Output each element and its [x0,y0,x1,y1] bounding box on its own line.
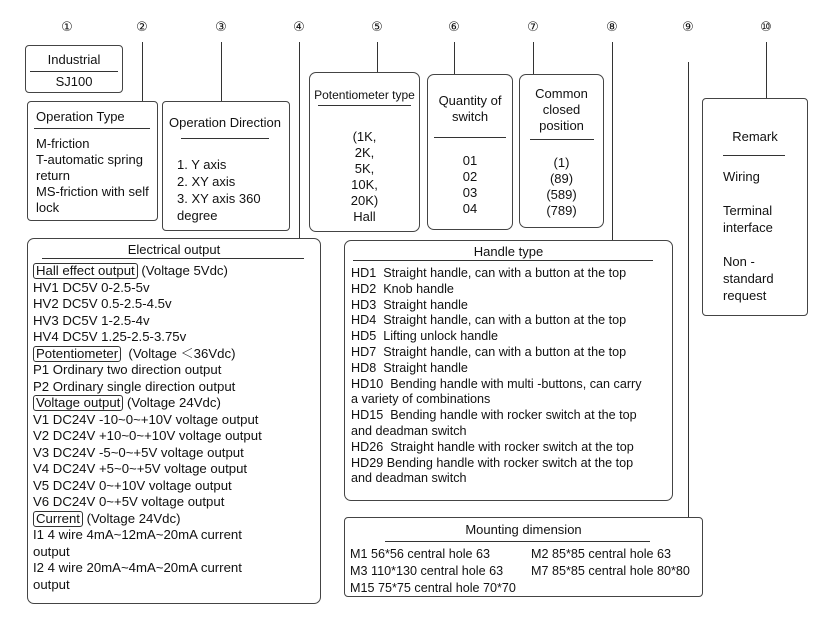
leader-line-8 [612,42,613,240]
leader-line-4 [299,42,300,238]
remark-box [702,98,808,316]
mounting-item: M15 75*75 central hole 70*70 [350,581,516,595]
circled-number-7: ⑦ [527,20,539,35]
handle-type-line: HD4 Straight handle, can with a button at the top [351,313,627,328]
handle-type-line: HD5 Lifting unlock handle [351,329,499,344]
handle-type-line: a variety of combinations [351,392,491,407]
electrical-output-line [33,461,262,478]
handle-type-title: Handle type [473,244,544,259]
electrical-output-line [33,544,262,561]
divider [34,128,150,129]
electrical-output-text: HV4 DC5V 1.25-2.5-3.75v [33,329,187,344]
quantity-of-switch-box [427,74,513,230]
divider [353,260,653,261]
operation-direction-box [162,101,290,231]
electrical-output-text: output [33,543,70,559]
electrical-output-line [33,527,262,544]
operation-type-line: return [36,168,70,183]
divider [385,541,650,542]
circled-number-5: ⑤ [371,20,383,35]
operation-type-line: MS-friction with self [36,184,149,199]
divider [723,155,785,156]
handle-type-line: HD15 Bending handle with rocker switch at the top [351,408,637,423]
operation-type-title: Operation Type [36,109,125,124]
handle-type-line: HD7 Straight handle, can with a button at the top [351,344,627,359]
circled-number-10: ⑩ [760,20,772,35]
operation-direction-line: 2. XY axis [177,174,236,189]
electrical-output-text: P1 Ordinary two direction output [33,362,222,377]
operation-direction-line: degree [177,208,218,223]
electrical-output-line [33,395,262,412]
electrical-output-text: V1 DC24V -10~0~+10V voltage output [33,411,259,427]
output-category-label: Hall effect output [33,263,138,279]
circled-number-8: ⑧ [606,20,618,35]
divider [181,138,269,139]
divider [30,71,118,72]
leader-line-5 [377,42,378,72]
mounting-dimension-box [344,517,703,597]
remark-line: Non - [723,254,755,269]
quantity-value: 04 [462,201,478,216]
mounting-dimension-title: Mounting dimension [465,522,582,537]
leader-line-10 [766,42,767,98]
potentiometer-value: 20K) [350,193,379,208]
quantity-title-line: switch [451,109,489,124]
industrial-box [25,45,123,93]
remark-line: standard [723,271,774,286]
electrical-output-line [33,296,262,313]
common-title-line: closed [542,102,581,117]
mounting-item: M7 85*85 central hole 80*80 [531,564,690,578]
electrical-output-line [33,329,262,346]
electrical-output-box [27,238,321,604]
mounting-item: M1 56*56 central hole 63 [350,547,491,561]
electrical-output-line [33,478,262,495]
output-category-label: Voltage output [33,395,123,411]
leader-line-2 [142,42,143,102]
divider [42,258,304,259]
circled-number-3: ③ [215,20,227,35]
electrical-output-line [33,494,262,511]
leader-line-7 [533,42,534,74]
electrical-output-line [33,577,262,594]
remark-line: interface [723,220,773,235]
operation-type-line: T-automatic spring [36,152,143,167]
circled-number-6: ⑥ [448,20,460,35]
operation-type-line: lock [36,200,60,215]
circled-number-1: ① [61,20,73,35]
electrical-output-text: P2 Ordinary single direction output [33,378,236,394]
quantity-value: 02 [462,169,478,184]
handle-type-line: and deadman switch [351,423,467,438]
circled-number-9: ⑨ [682,20,694,35]
remark-line: Wiring [723,169,760,184]
electrical-output-text: I2 4 wire 20mA~4mA~20mA current [33,560,242,575]
operation-type-line: M-friction [36,136,90,151]
common-value: (89) [549,171,574,186]
electrical-output-text: V6 DC24V 0~+5V voltage output [33,494,225,509]
potentiometer-value: Hall [353,209,376,224]
circled-number-4: ④ [293,20,305,35]
remark-line: Terminal [723,203,773,218]
electrical-output-text: (Voltage 5Vdc) [137,263,228,278]
industrial-model: SJ100 [55,74,93,89]
handle-type-line: HD2 Knob handle [351,281,454,296]
operation-direction-line: 3. XY axis 360 [177,191,261,206]
electrical-output-line [33,346,262,363]
industrial-title: Industrial [47,52,101,67]
leader-line-6 [454,42,455,74]
common-title-line: Common [535,86,588,101]
potentiometer-value: 2K, [354,145,375,160]
handle-type-box [344,240,673,501]
electrical-output-line [33,511,262,528]
electrical-output-text: HV1 DC5V 0-2.5-5v [33,279,150,295]
electrical-output-title: Electrical output [127,242,221,257]
handle-type-line: HD26 Straight handle with rocker switch at the top [351,439,634,454]
divider [318,105,411,106]
leader-line-3 [221,42,222,101]
electrical-output-text: V3 DC24V -5~0~+5V voltage output [33,444,244,460]
handle-type-line: HD10 Bending handle with multi -buttons, can carry [351,376,642,391]
electrical-output-text: (Voltage 24Vdc) [123,395,221,410]
electrical-output-text: (Voltage ＜36Vdc) [121,345,236,361]
common-value: (1) [553,155,570,170]
output-category-label: Current [33,511,83,527]
electrical-output-text: V5 DC24V 0~+10V voltage output [33,477,232,493]
handle-type-line: HD29 Bending handle with rocker switch at the top [351,455,634,470]
handle-type-line: HD3 Straight handle [351,297,468,312]
mounting-item: M2 85*85 central hole 63 [531,547,672,561]
operation-type-box [27,101,158,221]
quantity-value: 01 [462,153,478,168]
electrical-output-text: I1 4 wire 4mA~12mA~20mA current [33,527,242,542]
electrical-output-text: HV3 DC5V 1-2.5-4v [33,312,150,328]
remark-line: request [723,288,767,303]
electrical-output-line [33,428,262,445]
electrical-output-text: (Voltage 24Vdc) [82,510,181,526]
operation-direction-line: 1. Y axis [177,157,227,172]
handle-type-line: HD1 Straight handle, can with a button at the top [351,266,627,280]
potentiometer-value: (1K, [352,129,377,144]
potentiometer-value: 10K, [351,177,378,192]
handle-type-line: HD8 Straight handle [351,360,468,375]
mounting-item: M3 110*130 central hole 63 [350,564,504,578]
remark-title: Remark [732,129,778,144]
potentiometer-value: 5K, [354,161,375,176]
divider [530,139,594,140]
electrical-output-list [33,263,262,593]
electrical-output-line [33,313,262,330]
electrical-output-line [33,379,262,396]
electrical-output-line [33,263,262,280]
common-closed-position-box [519,74,604,228]
common-value: (789) [546,203,577,218]
electrical-output-text: output [33,576,70,592]
handle-type-line: and deadman switch [351,471,467,486]
circled-number-2: ② [136,20,148,35]
quantity-value: 03 [462,185,478,200]
output-category-label: Potentiometer [33,346,121,362]
electrical-output-line [33,412,262,429]
leader-line-9 [688,62,689,518]
divider [434,137,506,138]
operation-direction-title: Operation Direction [169,115,281,130]
electrical-output-line [33,560,262,577]
handle-type-list [351,266,642,487]
common-title-line: position [539,118,584,133]
electrical-output-text: V2 DC24V +10~0~+10V voltage output [33,428,262,443]
electrical-output-line [33,445,262,462]
electrical-output-text: V4 DC24V +5~0~+5V voltage output [33,461,248,476]
potentiometer-type-title: Potentiometer type [314,88,415,102]
electrical-output-text: HV2 DC5V 0.5-2.5-4.5v [33,296,172,311]
quantity-title-line: Quantity of [438,93,502,108]
potentiometer-type-box [309,72,420,232]
electrical-output-line [33,362,262,379]
common-value: (589) [546,187,577,202]
electrical-output-line [33,280,262,297]
